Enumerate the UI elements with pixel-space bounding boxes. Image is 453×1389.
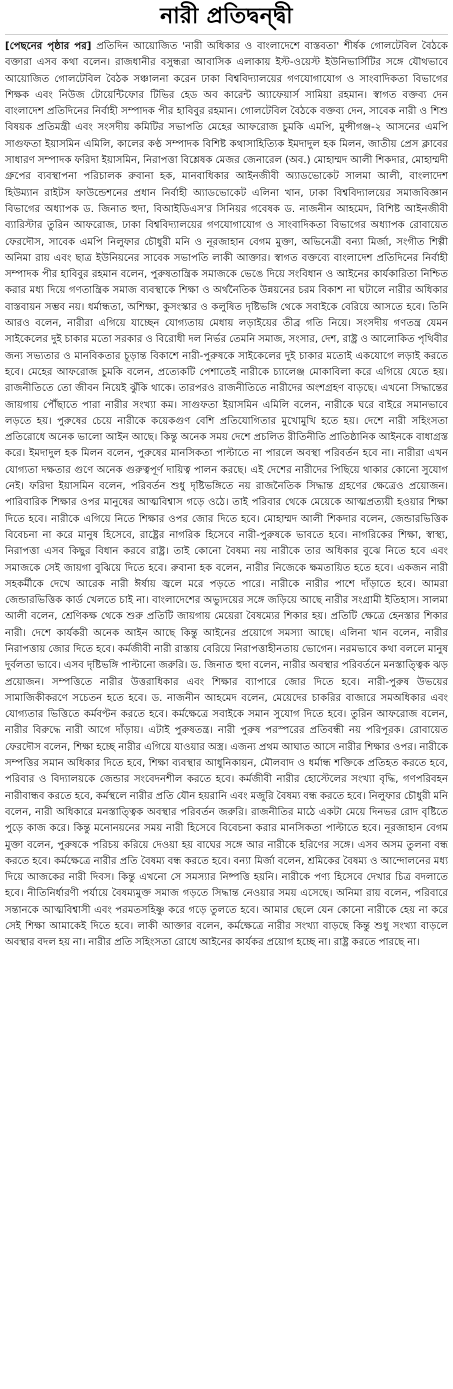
article-body: [5, 39, 448, 1385]
article-headline: নারী প্রতিদ্বন্দ্বী: [160, 3, 293, 29]
headline-bar: [5, 0, 448, 35]
continuation-kicker: [পেছনের পৃষ্ঠার পর]: [5, 41, 92, 52]
article-text: প্রতিদিন আয়োজিত 'নারী অধিকার ও বাংলাদেশে বাস্তবতা' শীর্ষক গোলটেবিল বৈঠকে বক্তারা এসব কথা বলেন। রাজধানীর বসুন্ধরা আবাসিক এলাকায় ইস্ট-ওয়েস্ট ইউনিভার্সিটির সঙ্গে যৌথভাবে আয়োজিত গোলটেবিল বৈঠক সঞ্চালনা করেন ঢাকা বিশ্ববিদ্যালয়ের গণযোগাযোগ ও সাংবাদিকতা বিভাগের শিক্ষক এবং নিউজ টোয়েন্টিফোর টিভির হেড অব কারেন্ট অ্যাফেয়ার্স সামিয়া রহমান। স্বাগত বক্তব্য দেন বাংলাদেশ প্রতিদিনের নির্বাহী সম্পাদক পীর হাবিবুর রহমান। গোলটেবিল বৈঠকে বক্তব্য দেন, সাবেক নারী ও শিশু বিষয়ক প্রতিমন্ত্রী এবং সংসদীয় কমিটির সভাপতি মেহের আফরোজ চুমকি এমপি, মুন্সীগঞ্জ-২ আসনের এমপি সাগুফতা ইয়াসমিন এমিলি, কালের কণ্ঠ সম্পাদক বিশিষ্ট কথাসাহিত্যিক ইমদাদুল হক মিলন, জাতীয় প্রেস ক্লাবের সাধারণ সম্পাদক ফরিদা ইয়াসমিন, নিরাপত্তা বিশ্লেষক মেজর জেনারেল (অব.) মোহাম্মদ আলী শিকদার, মোহাম্মদী গ্রুপের ব্যবস্থাপনা পরিচালক রুবানা হক, মানবাধিকার আইনজীবী অ্যাডভোকেট সালমা আলী, বাংলাদেশ হিউম্যান রাইটস ফাউন্ডেশনের প্রধান নির্বাহী অ্যাডভোকেট এলিনা খান, ঢাকা বিশ্ববিদ্যালয়ের সমাজবিজ্ঞান বিভাগের অধ্যাপক ড. জিনাত হুদা, বিআইডিএস'র সিনিয়র গবেষক ড. নাজনীন আহমেদ, বিশিষ্ট আইনজীবী ব্যারিস্টার তুরিন আফরোজ, ঢাকা বিশ্ববিদ্যালয়ের গণযোগাযোগ ও সাংবাদিকতা বিভাগের অধ্যাপক রোবায়েত ফেরদৌস, সাবেক এমপি নিলুফার চৌধুরী মনি ও নূরজাহান বেগম মুক্তা, অভিনেত্রী বন্যা মির্জা, সংগীত শিল্পী অনিমা রায় এবং ছাত্র ইউনিয়নের সাবেক সভাপতি লাকী আক্তার। স্বাগত বক্তব্যে বাংলাদেশ প্রতিদিনের নির্বাহী সম্পাদক পীর হাবিবুর রহমান বলেন, পুরুষতান্ত্রিক সমাজকে ভেঙে দিয়ে সংবিধান ও আইনের কার্যকারিতা নিশ্চিত করার মধ্য দিয়ে গণতান্ত্রিক সমাজ ব্যবস্থাকে শিক্ষা ও অর্থনৈতিক উন্নয়নের চরম বিকাশ না ঘটালে নারীর অধিকার বাস্তবায়ন সম্ভব নয়। ধর্মান্ধতা, অশিক্ষা, কুসংস্কার ও কলুষিত দৃষ্টিভঙ্গি থেকে সবাইকে বেরিয়ে আসতে হবে। তিনি আরও বলেন, নারীরা এগিয়ে যাচ্ছেন যোগ্যতায় মেধায় লড়াইয়ের তীব্র গতি নিয়ে। সংসদীয় গণতন্ত্র যেমন সাইকেলের দুই চাকার মতো সরকার ও বিরোধী দল নির্ভর তেমনি সমাজ, সংসার, দেশ, রাষ্ট্র ও আলোকিত পৃথিবীর জন্য সভ্যতার ও মানবিকতার চূড়ান্ত বিকাশে নারী-পুরুষকে সাইকেলের দুই চাকার মতোই একযোগে লড়াই করতে হবে। মেহের আফরোজ চুমকি বলেন, প্রত্যেকটি পেশাতেই নারীকে চ্যালেঞ্জ মোকাবিলা করে এগিয়ে যেতে হয়। রাজনীতিতে তো জীবন নিয়েই ঝুঁকি থাকে। তারপরও রাজনীতিতে নারীদের অংশগ্রহণ বাড়ছে। এখনো সিদ্ধান্তের জায়গায় পৌঁছাতে পারা নারীর সংখ্যা কম। সাগুফতা ইয়াসমিন এমিলি বলেন, নারীকে ঘরে বাইরে সমানভাবে লড়তে হয়। পুরুষের চেয়ে নারীকে কয়েকগুণ বেশি প্রতিযোগিতার মুখোমুখি হতে হয়। দেশে নারী সহিংসতা প্রতিরোধে অনেক ভালো আইন আছে। কিন্তু অনেক সময় দেশে প্রচলিত রীতিনীতি প্রাতিষ্ঠানিক আইনকে বাধাগ্রস্ত করে। ইমদাদুল হক মিলন বলেন, পুরুষের মানসিকতা পাল্টাতে না পারলে অবস্থা পরিবর্তন হবে না। নারীরা এখন যোগ্যতা দক্ষতার গুণে অনেক গুরুত্বপূর্ণ দায়িত্ব পালন করছে। এই দেশের নারীদের পিছিয়ে থাকার কোনো সুযোগ নেই। ফরিদা ইয়াসমিন বলেন, পরিবর্তন শুধু দৃষ্টিভঙ্গিতে নয় রাজনৈতিক সিদ্ধান্ত গ্রহণের ক্ষেত্রেও প্রয়োজন। পারিবারিক শিক্ষার ওপর মানুষের আত্মবিশ্বাস গড়ে ওঠে। তাই পরিবার থেকে মেয়েকে আত্মপ্রত্যয়ী হওয়ার শিক্ষা দিতে হবে। নারীকে এগিয়ে নিতে শিক্ষার ওপর জোর দিতে হবে। মোহাম্মদ আলী শিকদার বলেন, জেন্ডারভিত্তিক বিবেচনা না করে মানুষ হিসেবে, রাষ্ট্রের নাগরিক হিসেবে নারী-পুরুষকে ভাবতে হবে। নাগরিকের শিক্ষা, স্বাস্থ্য, নিরাপত্তা এসব কিছুর বিধান করবে রাষ্ট্র। তাই কোনো বৈষম্য নয় নারীকে তার অধিকার বুঝে নিতে হবে এবং সমাজকে সেই জায়গা বুঝিয়ে দিতে হবে। রুবানা হক বলেন, নারীর নিজেকে ক্ষমতায়িত হতে হবে। একজন নারী সহকর্মীকে দেখে আরেক নারী ঈর্ষায় জ্বলে মরে পড়তে পারে। নারীকে নারীর পাশে দাঁড়াতে হবে। আমরা জেন্ডারভিত্তিক কার্ড খেলতে চাই না। বাংলাদেশের অভ্যুদয়ের সঙ্গে জড়িয়ে আছে নারীর সংগ্রামী ইতিহাস। সালমা আলী বলেন, শ্রেণিকক্ষ থেকে শুরু প্রতিটি জায়গায় মেয়েরা বৈষম্যের শিকার হয়। প্রতিটি ক্ষেত্রে হেনস্তার শিকার নারী। দেশে কার্যকরী অনেক আইন আছে কিন্তু আইনের প্রয়োগে সমস্যা আছে। এলিনা খান বলেন, নারীর নিরাপত্তায় জোর দিতে হবে। কর্মজীবী নারী রাস্তায় বেরিয়ে নিরাপত্তাহীনতায় ভোগেন। নরমভাবে কথা বললে মানুষ দুর্বলতা ভাবে। এসব দৃষ্টিভঙ্গি পাল্টানো জরুরি। ড. জিনাত হুদা বলেন, নারীর অবস্থার পরিবর্তনে মনস্তাত্ত্বিক ঝড় প্রয়োজন। সম্পত্তিতে নারীর উত্তরাধিকার এবং শিক্ষার ব্যাপারে জোর দিতে হবে। নারী-পুরুষ উভয়ের সামাজিকীকরণে সচেতন হতে হবে। ড. নাজনীন আহমেদ বলেন, মেয়েদের চাকরির বাজারে সমঅধিকার এবং যোগ্যতার ভিত্তিতে কর্মবণ্টন করতে হবে। কর্মক্ষেত্রে সবাইকে সমান সুযোগ দিতে হবে। তুরিন আফরোজ বলেন, নারীর বিরুদ্ধে নারী আগে দাঁড়ায়। এটাই পুরুষতন্ত্র। নারী পুরুষ পরস্পরের প্রতিবন্ধী নয় পরিপূরক। রোবায়েত ফেরদৌস বলেন, শিক্ষা হচ্ছে নারীর এগিয়ে যাওয়ার অস্ত্র। এজন্য প্রথম আঘাত আসে নারীর শিক্ষার ওপর। নারীকে সম্পত্তির সমান অধিকার দিতে হবে, শিক্ষা ব্যবস্থার আধুনিকায়ন, মৌলবাদ ও ধর্মান্ধ শক্তিকে প্রতিহত করতে হবে, পরিবার ও বিদ্যালয়কে জেন্ডার সংবেদনশীল করতে হবে। কর্মজীবী নারীর হোস্টেলের সংখ্যা বৃদ্ধি, গণপরিবহন নারীবান্ধব করতে হবে, কর্মস্থলে নারীর প্রতি যৌন হয়রানি এবং মজুরি বৈষম্য বন্ধ করতে হবে। নিলুফার চৌধুরী মনি বলেন, নারী অধিকারে মনস্তাত্ত্বিক অবস্থার পরিবর্তন জরুরি। রাজনীতির মাঠে একটা মেয়ে দিনভর রোদ বৃষ্টিতে পুড়ে কাজ করে। কিন্তু মনোনয়নের সময় নারী হিসেবে বিবেচনা করার মানসিকতা পাল্টাতে হবে। নূরজাহান বেগম মুক্তা বলেন, পুরুষকে পরিচয় করিয়ে দেওয়া হয় বাঘের সঙ্গে আর নারীকে হরিণের সঙ্গে। এসব অসম তুলনা বন্ধ করতে হবে। কর্মক্ষেত্রে নারীর প্রতি বৈষম্য বন্ধ করতে হবে। বন্যা মির্জা বলেন, শ্রমিকের বৈষম্য ও আন্দোলনের মধ্য দিয়ে আজকের নারী দিবস। কিন্তু এখনো সে সমস্যার নিষ্পত্তি হয়নি। নারীকে পণ্য হিসেবে দেখার চিত্র বদলাতে হবে। নীতিনির্ধারণী পর্যায়ে বৈষম্যমুক্ত সমাজ গড়তে সিদ্ধান্ত নেওয়ার সময় এসেছে। অনিমা রায় বলেন, পরিবারে সন্তানকে আত্মবিশ্বাসী এবং পরমতসহিষ্ণু করে গড়ে তুলতে হবে। আমার ছেলে যেন কোনো নারীকে হেয় না করে সেই শিক্ষা আমাকেই দিতে হবে। লাকী আক্তার বলেন, কর্মক্ষেত্রে নারীর সংখ্যা বাড়ছে কিন্তু শুধু সংখ্যা বাড়লে অবস্থার বদল হয় না। নারীর প্রতি সহিংসতা রোধে আইনের কার্যকর প্রয়োগ হচ্ছে না। রাষ্ট্র করতে পারছে না।: [5, 41, 448, 949]
